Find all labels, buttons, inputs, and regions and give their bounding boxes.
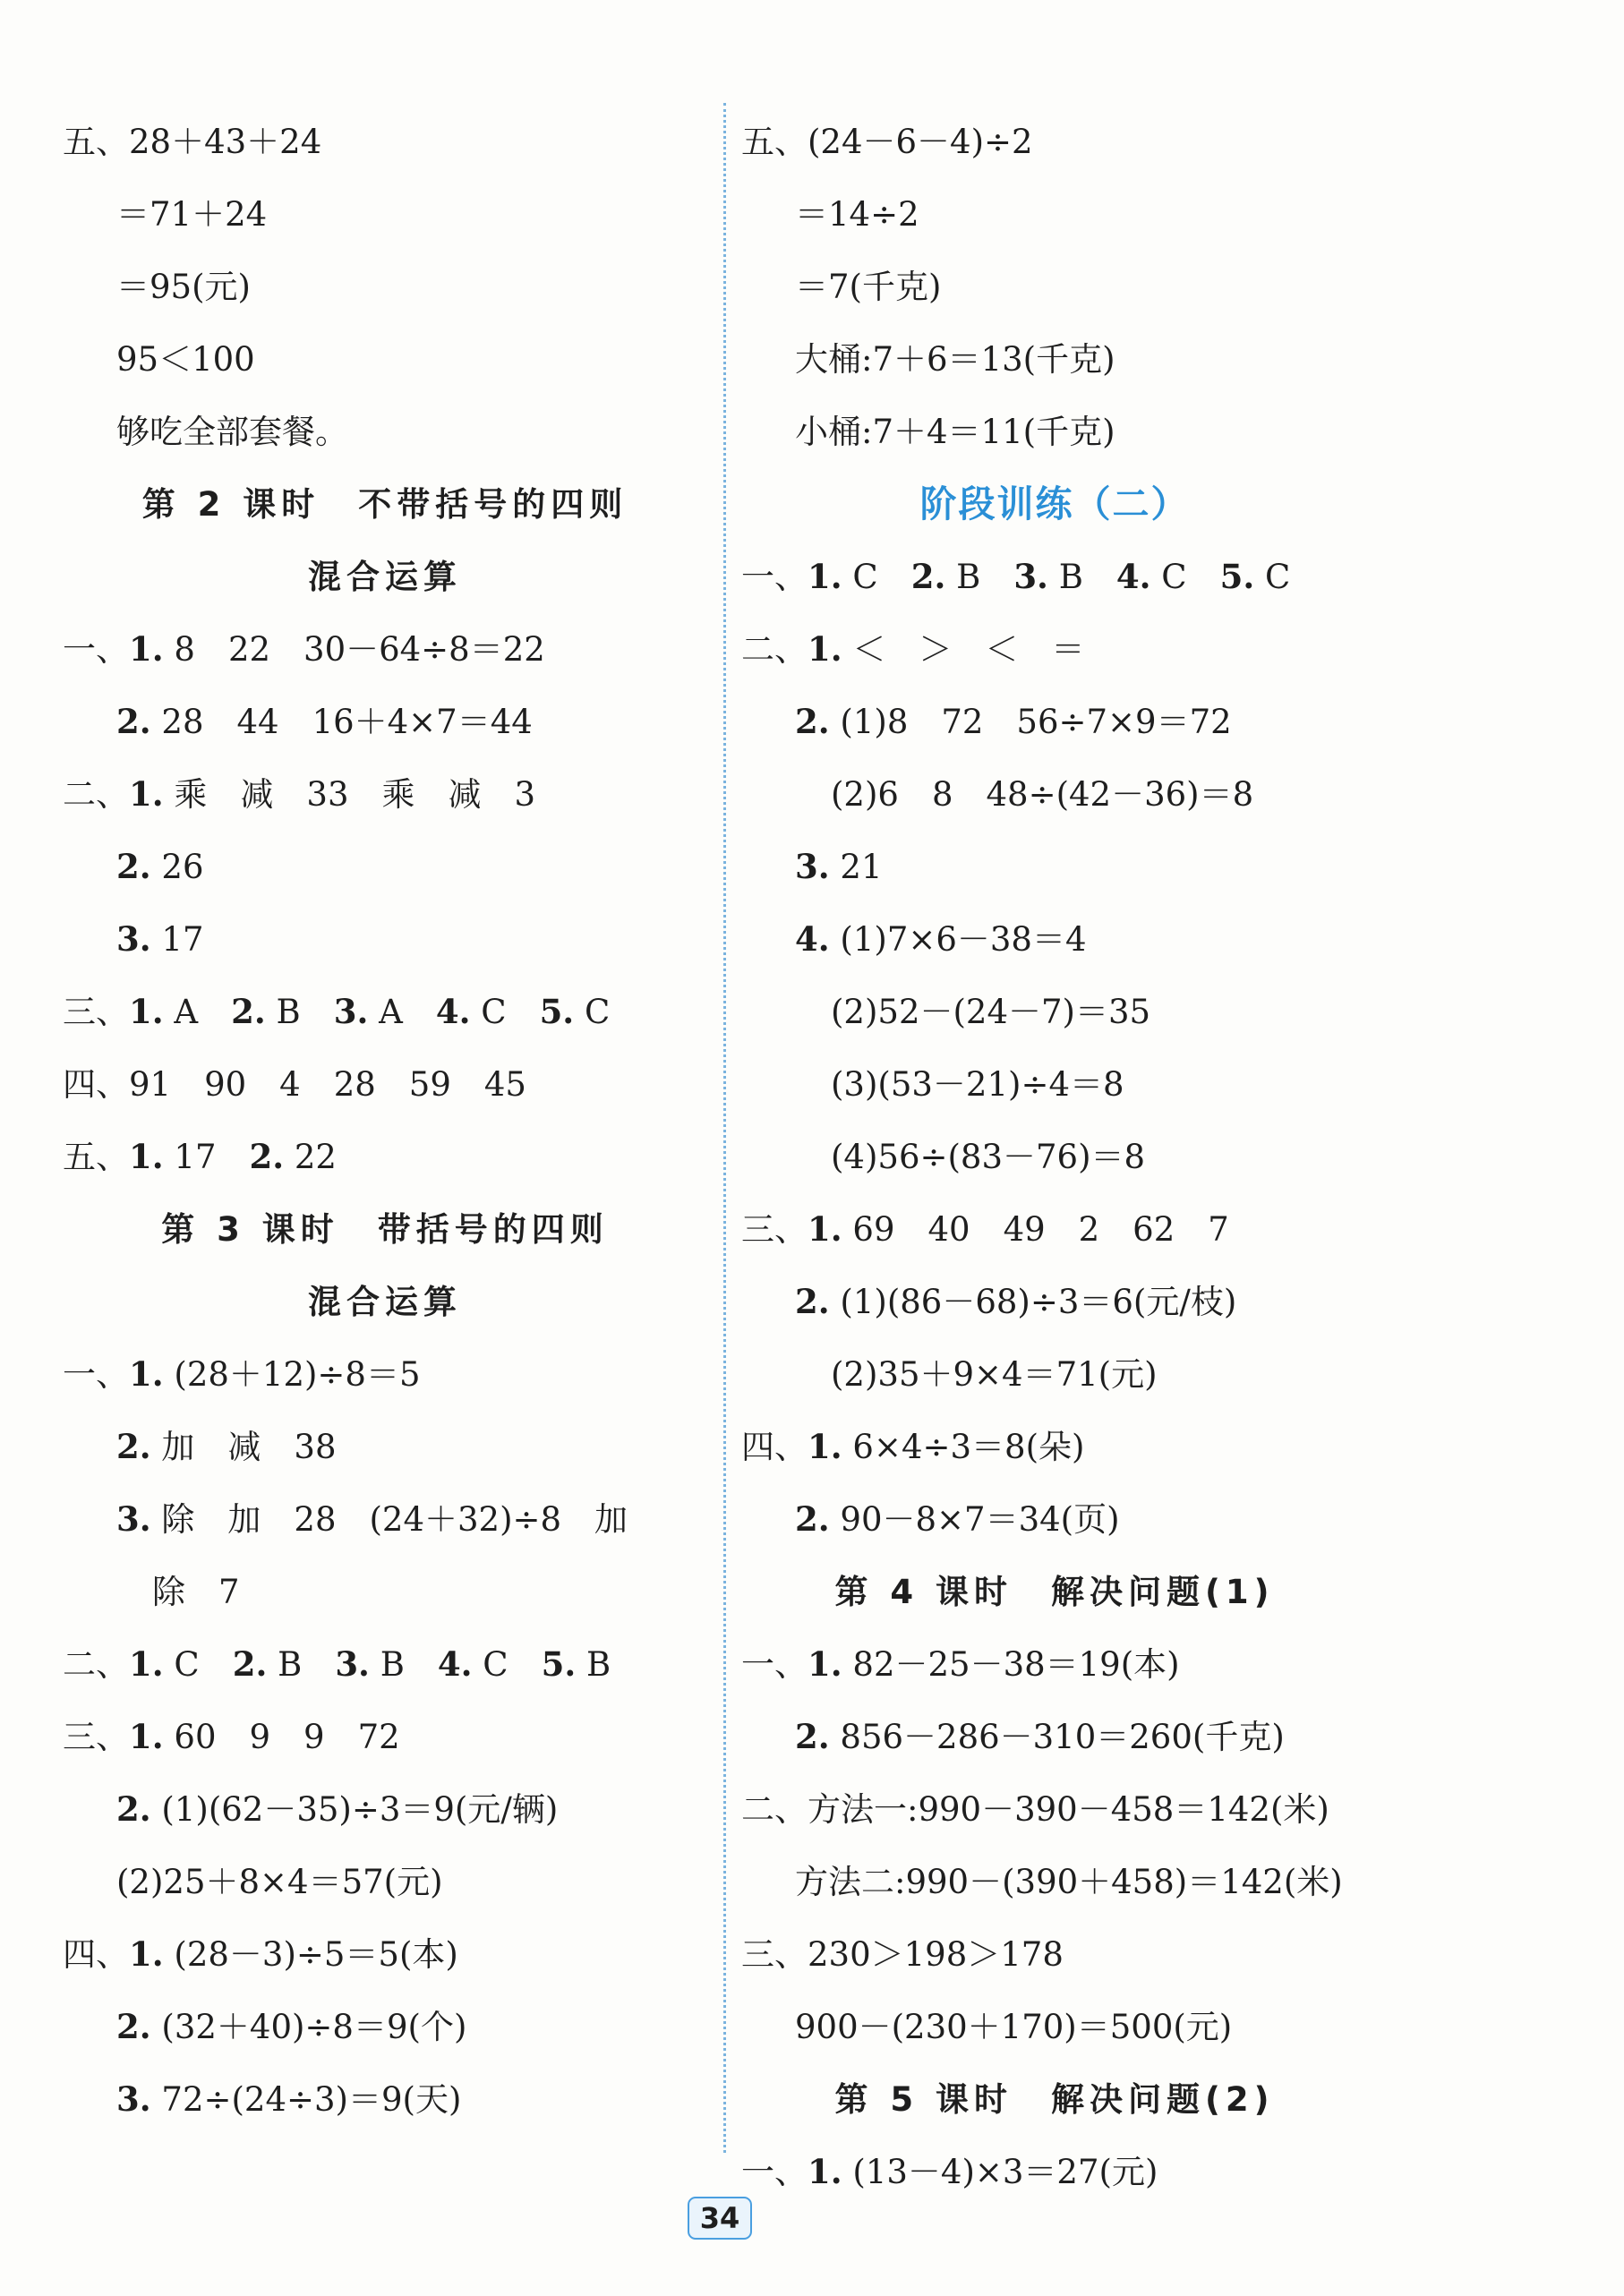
answer-line: 小桶:7＋4＝11(千克) bbox=[795, 413, 1115, 451]
answer-line: 3. 72÷(24÷3)＝9(天) bbox=[116, 2079, 462, 2119]
answer-line: (2)25＋8×4＝57(元) bbox=[116, 1863, 443, 1901]
answer-line: (2)6 8 48÷(42－36)＝8 bbox=[831, 775, 1254, 814]
answer-line: 四、91 90 4 28 59 45 bbox=[63, 1065, 526, 1104]
answer-line: 2. 加 减 38 bbox=[116, 1427, 337, 1466]
column-divider bbox=[723, 103, 726, 2153]
answer-line: 3. 21 bbox=[795, 847, 883, 886]
answer-line: 一、1. C 2. B 3. B 4. C 5. C bbox=[741, 557, 1291, 596]
section-heading: 混合运算 bbox=[308, 1283, 462, 1321]
answer-line: (3)(53－21)÷4＝8 bbox=[831, 1065, 1124, 1104]
answer-line: 2. (1)8 72 56÷7×9＝72 bbox=[795, 702, 1232, 741]
answer-line: ＝14÷2 bbox=[795, 195, 919, 234]
left-answer-column bbox=[63, 106, 707, 2136]
answer-line: 三、1. 60 9 9 72 bbox=[63, 1717, 400, 1756]
answer-line: 五、(24－6－4)÷2 bbox=[741, 123, 1033, 161]
answer-line: 够吃全部套餐。 bbox=[116, 413, 348, 451]
answer-line: 除 7 bbox=[152, 1573, 240, 1611]
section-heading: 第 2 课时 不带括号的四则 bbox=[141, 485, 628, 524]
answer-line: 四、1. (28－3)÷5＝5(本) bbox=[63, 1934, 458, 1974]
right-answer-column bbox=[741, 106, 1601, 2208]
page-number: 34 bbox=[688, 2197, 752, 2240]
answer-line: 五、1. 17 2. 22 bbox=[63, 1137, 337, 1176]
answer-line: 三、1. 69 40 49 2 62 7 bbox=[741, 1209, 1229, 1249]
answer-line: 900－(230＋170)＝500(元) bbox=[795, 2008, 1233, 2046]
answer-line: 三、230＞198＞178 bbox=[741, 1935, 1064, 1974]
answer-line: 四、1. 6×4÷3＝8(朵) bbox=[741, 1427, 1085, 1466]
section-heading: 第 3 课时 带括号的四则 bbox=[161, 1210, 609, 1249]
answer-line: (2)35＋9×4＝71(元) bbox=[831, 1355, 1158, 1394]
stage-heading: 阶段训练（二） bbox=[919, 482, 1190, 525]
answer-line: 3. 17 bbox=[116, 919, 204, 959]
answer-line: 2. 28 44 16＋4×7＝44 bbox=[116, 702, 533, 741]
answer-line: 2. 90－8×7＝34(页) bbox=[795, 1499, 1120, 1539]
answer-line: 二、1. C 2. B 3. B 4. C 5. B bbox=[63, 1644, 611, 1684]
answer-line: 五、28＋43＋24 bbox=[63, 123, 322, 161]
answer-line: ＝95(元) bbox=[116, 268, 251, 306]
answer-line: 二、1. 乘 减 33 乘 减 3 bbox=[63, 774, 536, 814]
answer-line: 方法二:990－(390＋458)＝142(米) bbox=[795, 1863, 1343, 1901]
answer-line: 二、方法一:990－390－458＝142(米) bbox=[741, 1790, 1329, 1829]
section-heading: 第 4 课时 解决问题(1) bbox=[834, 1573, 1275, 1611]
answer-line: ＝71＋24 bbox=[116, 195, 268, 234]
answer-line: 4. (1)7×6－38＝4 bbox=[795, 919, 1087, 959]
section-heading: 混合运算 bbox=[308, 558, 462, 596]
answer-line: ＝7(千克) bbox=[795, 268, 942, 306]
answer-line: 大桶:7＋6＝13(千克) bbox=[795, 340, 1115, 379]
answer-line: 一、1. 82－25－38＝19(本) bbox=[741, 1644, 1180, 1684]
answer-line: 二、1. ＜ ＞ ＜ ＝ bbox=[741, 629, 1085, 669]
answer-line: 一、1. (28＋12)÷8＝5 bbox=[63, 1354, 421, 1394]
answer-line: 2. (1)(62－35)÷3＝9(元/辆) bbox=[116, 1789, 559, 1829]
answer-line: 2. (1)(86－68)÷3＝6(元/枝) bbox=[795, 1282, 1237, 1321]
answer-line: 95＜100 bbox=[116, 340, 255, 379]
answer-line: 2. 856－286－310＝260(千克) bbox=[795, 1717, 1285, 1756]
answer-line: 3. 除 加 28 (24＋32)÷8 加 bbox=[116, 1499, 628, 1539]
answer-line: 2. (32＋40)÷8＝9(个) bbox=[116, 2007, 467, 2046]
answer-line: (4)56÷(83－76)＝8 bbox=[831, 1138, 1146, 1176]
answer-line: 一、1. 8 22 30－64÷8＝22 bbox=[63, 629, 545, 669]
section-heading: 第 5 课时 解决问题(2) bbox=[834, 2080, 1275, 2119]
answer-line: (2)52－(24－7)＝35 bbox=[831, 993, 1151, 1031]
answer-line: 三、1. A 2. B 3. A 4. C 5. C bbox=[63, 992, 611, 1031]
answer-line: 2. 26 bbox=[116, 847, 204, 886]
answer-line: 一、1. (13－4)×3＝27(元) bbox=[741, 2152, 1158, 2191]
